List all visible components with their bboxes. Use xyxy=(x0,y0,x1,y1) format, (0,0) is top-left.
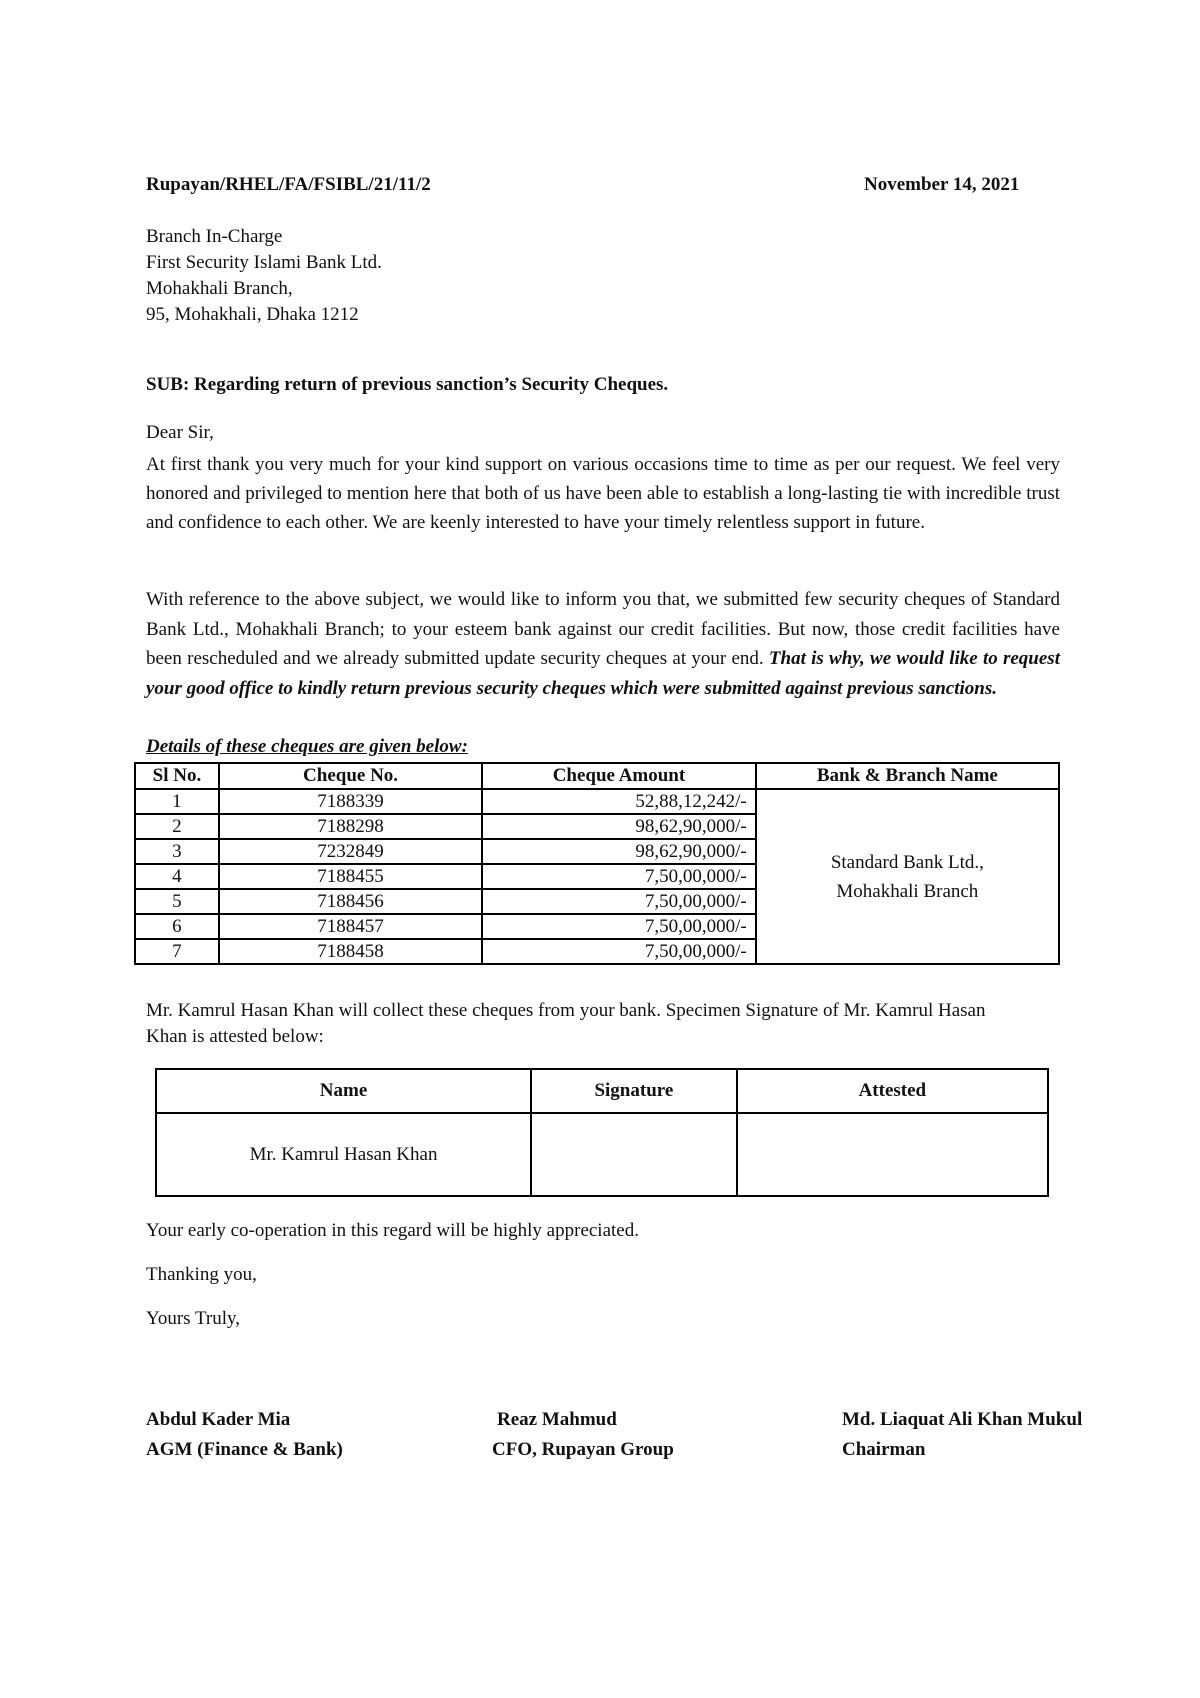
cell-cheque-no: 7188458 xyxy=(219,939,482,964)
signatory-title: AGM (Finance & Bank) xyxy=(146,1439,343,1460)
bank-name: Standard Bank Ltd., xyxy=(830,851,984,873)
cell-sl-no: 4 xyxy=(135,864,219,889)
signatory-2 xyxy=(492,1405,674,1465)
cell-amount: 98,62,90,000/- xyxy=(482,814,755,839)
body-paragraph-2 xyxy=(146,585,1060,703)
table-row xyxy=(156,1113,1048,1196)
cell-sl-no: 2 xyxy=(135,814,219,839)
salutation: Dear Sir, xyxy=(146,422,214,443)
cell-amount: 7,50,00,000/- xyxy=(482,939,755,964)
cell-sl-no: 6 xyxy=(135,914,219,939)
signatory-title: Chairman xyxy=(842,1439,926,1460)
recipient-line: First Security Islami Bank Ltd. xyxy=(146,252,382,273)
header-cheque-no: Cheque No. xyxy=(219,763,482,789)
header-bank-branch: Bank & Branch Name xyxy=(756,763,1059,789)
paragraph-2-request: That is why, we would like to request your good office to kindly return previous security cheques which were submitted against previous sanctions. xyxy=(146,648,1060,699)
body-paragraph-1: At first thank you very much for your kind support on various occasions time to time as per our request. We feel very honored and privileged to mention here that both of us have been able to establish a long-lasting tie with incredible trust and confidence to each other. We are keenly interested to have your timely relentless support in future. xyxy=(146,454,1060,533)
signatory-name: Md. Liaquat Ali Khan Mukul xyxy=(842,1409,1083,1430)
cell-name: Mr. Kamrul Hasan Khan xyxy=(156,1113,531,1196)
closing-yours: Yours Truly, xyxy=(146,1308,241,1329)
cheque-table xyxy=(134,762,1060,965)
recipient-line: Branch In-Charge xyxy=(146,226,283,247)
signature-table xyxy=(155,1068,1049,1197)
header-name: Name xyxy=(156,1069,531,1113)
cell-attested xyxy=(737,1113,1048,1196)
recipient-address xyxy=(146,224,382,328)
cell-cheque-no: 7232849 xyxy=(219,839,482,864)
letter-date: November 14, 2021 xyxy=(864,174,1020,195)
closing-cooperation: Your early co-operation in this regard will be highly appreciated. xyxy=(146,1220,639,1241)
cell-cheque-no: 7188298 xyxy=(219,814,482,839)
cell-cheque-no: 7188455 xyxy=(219,864,482,889)
details-heading: Details of these cheques are given below: xyxy=(146,736,468,757)
cell-signature xyxy=(531,1113,737,1196)
cell-amount: 7,50,00,000/- xyxy=(482,864,755,889)
cell-sl-no: 5 xyxy=(135,889,219,914)
recipient-line: Mohakhali Branch, xyxy=(146,278,293,299)
cell-cheque-no: 7188339 xyxy=(219,789,482,814)
cell-amount: 98,62,90,000/- xyxy=(482,839,755,864)
cell-cheque-no: 7188456 xyxy=(219,889,482,914)
header-attested: Attested xyxy=(737,1069,1048,1113)
cell-amount: 52,88,12,242/- xyxy=(482,789,755,814)
branch-name: Mohakhali Branch xyxy=(836,880,979,902)
closing-thanks: Thanking you, xyxy=(146,1264,257,1285)
header-cheque-amount: Cheque Amount xyxy=(482,763,755,789)
cell-amount: 7,50,00,000/- xyxy=(482,889,755,914)
subject-line: SUB: Regarding return of previous sanction’s Security Cheques. xyxy=(146,374,669,395)
signatory-name: Abdul Kader Mia xyxy=(146,1409,291,1430)
cell-amount: 7,50,00,000/- xyxy=(482,914,755,939)
signatory-3 xyxy=(842,1405,1082,1465)
cell-bank-branch xyxy=(756,789,1059,964)
cell-sl-no: 1 xyxy=(135,789,219,814)
signature-table-header-row xyxy=(156,1069,1048,1113)
table-row xyxy=(135,789,1059,814)
cell-sl-no: 3 xyxy=(135,839,219,864)
header-signature: Signature xyxy=(531,1069,737,1113)
paragraph-2-text: With reference to the above subject, we would like to inform you that, we submitted few security cheques of Standard Bank Ltd., Mohakhali Branch; to your esteem bank against our credit facilities. But now, those credit facilities have been rescheduled and we already submitted update security cheques at your end. xyxy=(146,589,1060,669)
collector-note: Mr. Kamrul Hasan Khan will collect these cheques from your bank. Specimen Signature of Mr. Kamrul Hasan Khan is attested below: xyxy=(146,1000,986,1047)
signatory-title: CFO, Rupayan Group xyxy=(492,1439,674,1460)
cell-cheque-no: 7188457 xyxy=(219,914,482,939)
recipient-line: 95, Mohakhali, Dhaka 1212 xyxy=(146,304,359,325)
signatory-1 xyxy=(146,1405,343,1465)
header-sl-no: Sl No. xyxy=(135,763,219,789)
cell-sl-no: 7 xyxy=(135,939,219,964)
reference-number: Rupayan/RHEL/FA/FSIBL/21/11/2 xyxy=(146,174,431,195)
signatory-name: Reaz Mahmud xyxy=(497,1409,617,1430)
cheque-table-header-row xyxy=(135,763,1059,789)
